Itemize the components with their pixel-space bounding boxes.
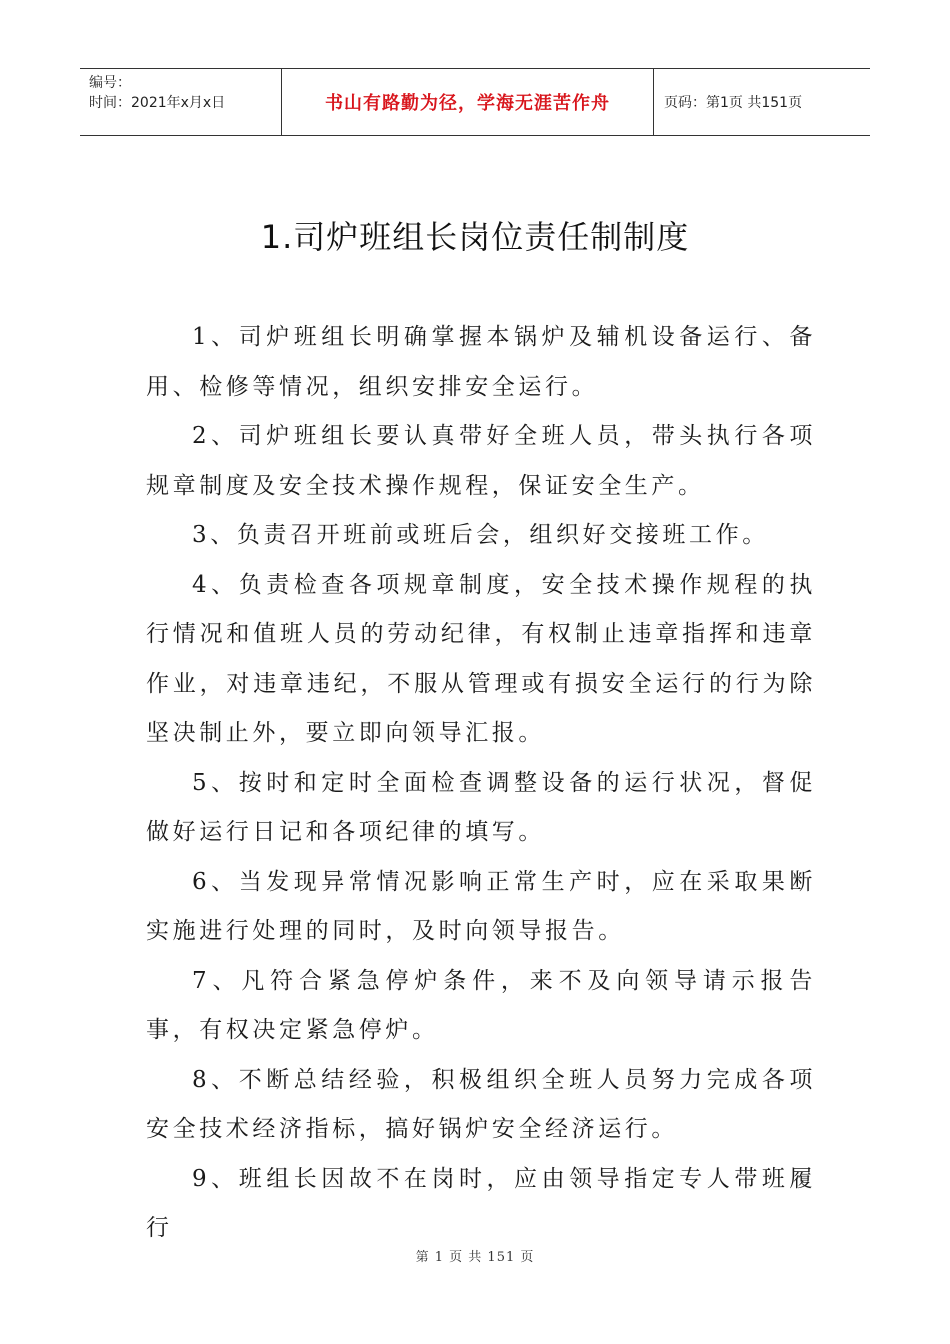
header-motto: 书山有路勤为径，学海无涯苦作舟: [281, 69, 654, 135]
paragraph-7: 7、凡符合紧急停炉条件，来不及向领导请示报告事，有权决定紧急停炉。: [146, 967, 816, 1043]
paragraph-1: 1、司炉班组长明确掌握本锅炉及辅机设备运行、备用、检修等情况，组织安排安全运行。: [146, 324, 816, 400]
page-header: [80, 68, 870, 136]
header-meta: [80, 69, 281, 135]
document-time-label: 时间：2021年x月x日: [89, 95, 226, 111]
paragraph-6: 6、当发现异常情况影响正常生产时，应在采取果断实施进行处理的同时，及时向领导报告。: [146, 868, 816, 944]
document-number-label: 编号：: [89, 75, 131, 91]
paragraph-9: 9、班组长因故不在岗时，应由领导指定专人带班履行: [146, 1165, 816, 1241]
document-title: 1.司炉班组长岗位责任制制度: [260, 218, 690, 256]
header-page-info: 页码：第1页 共151页: [664, 95, 803, 111]
paragraph-3: 3、负责召开班前或班后会，组织好交接班工作。: [192, 522, 769, 548]
document-body: [146, 313, 816, 1254]
paragraph-8: 8、不断总结经验，积极组织全班人员努力完成各项安全技术经济指标，搞好锅炉安全经济运行。: [146, 1066, 816, 1142]
page-footer: 第 1 页 共 151 页: [415, 1250, 535, 1265]
paragraph-2: 2、司炉班组长要认真带好全班人员，带头执行各项规章制度及安全技术操作规程，保证安全生产。: [146, 423, 816, 499]
paragraph-5: 5、按时和定时全面检查调整设备的运行状况，督促做好运行日记和各项纪律的填写。: [146, 769, 816, 845]
paragraph-4: 4、负责检查各项规章制度，安全技术操作规程的执行情况和值班人员的劳动纪律，有权制止违章指挥和违章作业，对违章违纪，不服从管理或有损安全运行的行为除坚决制止外，要立即向领导汇报。: [146, 571, 816, 746]
